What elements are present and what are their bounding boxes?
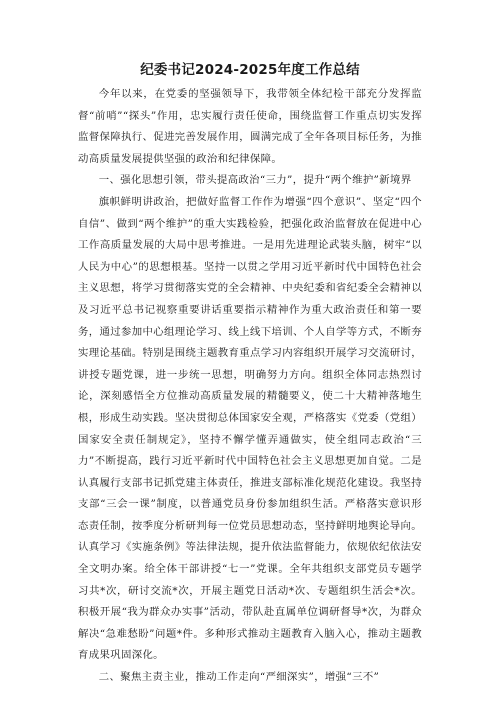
intro-paragraph: 今年以来，在党委的坚强领导下，我带领全体纪检干部充分发挥监督“前哨”“探头”作用，忠实履行责任使命，围绕监督工作重点切实发挥监督保障执行、促进完善发展作用，圆满完成了全年各项目标任务，为推动高质量发展提供坚强的政治和纪律保障。 [78, 88, 422, 165]
section-heading-1: 一、强化思想引领，带头提高政治“三力”，提升“两个维护”新境界 [98, 174, 412, 187]
body-paragraph: 旗帜鲜明讲政治，把做好监督工作作为增强“四个意识”、坚定“四个自信”、做到“两个维护”的重大实践检验，把强化政治监督放在促进中心工作高质量发展的大局中思考推进。一是用先进理论武装头脑，树牢“以人民为中心”的思想根基。坚持一以贯之学用习近平新时代中国特色社会主义思想，将学习贯彻落实党的全会精神、中央纪委和省纪委全会精神以及习近平总书记视察重要讲话重要指示精神作为重大政治责任和第一要务，通过参加中心组理论学习、线上线下培训、个人自学等方式，不断夯实理论基础。特别是围绕主题教育重点学习内容组织开展学习交流研讨，讲授专题党课，进一步统一思想，明确努力方向。组织全体同志热烈讨论，深刻感悟全方位推动高质量发展的精髓要义，使二十大精神落地生根，形成生动实践。坚决贯彻总体国家安全观，严格落实《党委（党组）国家安全责任制规定》，坚持不懈学懂弄通做实，使全组同志政治“三力”不断提高，践行习近平新时代中国特色社会主义思想更加自觉。二是认真履行支部书记抓党建主体责任，推进支部标准化规范化建设。我坚持支部“三会一课”制度，以普通党员身份参加组织生活。严格落实意识形态责任制，按季度分析研判每一位党员思想动态，坚持鲜明地舆论导向。认真学习《实施条例》等法律法规，提升依法监督能力，依规依纪依法安全文明办案。给全体干部讲授“七一”党课。全年共组织支部党员专题学习共*次，研讨交流*次，开展主题党日活动*次、专题组织生活会*次。积极开展“我为群众办实事”活动，带队赴直属单位调研督导*次，为群众解决“急难愁盼”问题*件。多种形式推动主题教育入脑入心，推动主题教育成果巩固深化。 [78, 195, 422, 662]
document-title: 纪委书记2024-2025年度工作总结 [140, 62, 360, 78]
section-heading-2: 二、聚焦主责主业，推动工作走向“严细深实”，增强“三不” [98, 671, 380, 684]
